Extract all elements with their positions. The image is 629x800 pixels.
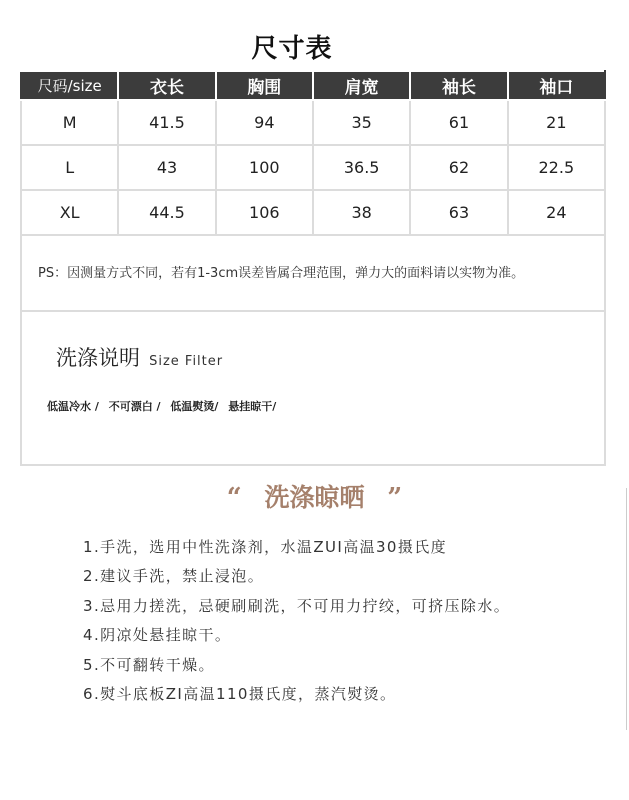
page-title: 尺寸表 [251,34,333,64]
washing-title-cn: 洗涤说明 [56,346,140,370]
washing-instructions-row [47,398,282,414]
care-title-text: 洗涤晾晒 [264,483,365,512]
table-cell: 43 [118,145,215,190]
table-cell: M [21,100,118,145]
table-cell: 61 [410,100,507,145]
section-divider [20,310,606,312]
table-cell: 41.5 [118,100,215,145]
table-cell: 35 [313,100,410,145]
washing-section-title [56,342,223,372]
low-temp-wash-label: 低温冷水 / [47,400,99,413]
table-cell: XL [21,190,118,235]
table-row [21,145,605,190]
list-item: 1.手洗，选用中性洗涤剂，水温ZUI高温30摄氏度 [83,538,448,556]
table-cell: 21 [508,100,605,145]
table-row [21,100,605,145]
table-cell: 22.5 [508,145,605,190]
close-quote: ” [387,483,403,513]
table-cell: 94 [216,100,313,145]
table-row [21,190,605,235]
table-cell: 106 [216,190,313,235]
header-sleeve-length: 袖长 [410,71,507,100]
table-cell: 62 [410,145,507,190]
no-bleach-label: 不可漂白 / [108,400,161,413]
table-cell: 63 [410,190,507,235]
open-quote: “ [226,483,242,513]
table-cell: L [21,145,118,190]
measurement-note: PS：因测量方式不同，若有1-3cm误差皆属合理范围，弹力大的面料请以实物为准。 [38,266,525,281]
list-item: 4.阴凉处悬挂晾干。 [83,626,232,645]
edge-divider [626,488,627,730]
size-table [20,70,606,236]
table-cell: 38 [313,190,410,235]
header-shoulder: 肩宽 [313,71,410,100]
care-section-title [0,478,629,514]
low-temp-iron-label: 低温熨烫/ [170,400,219,413]
header-chest: 胸围 [216,71,313,100]
header-length: 衣长 [118,71,215,100]
table-cell: 24 [508,190,605,235]
size-table-header [21,71,605,100]
list-item: 2.建议手洗，禁止浸泡。 [83,567,265,586]
hang-dry-label: 悬挂晾干/ [228,400,277,413]
header-size: 尺码/size [21,71,118,100]
header-cuff: 袖口 [508,71,605,100]
table-cell: 100 [216,145,313,190]
table-cell: 44.5 [118,190,215,235]
list-item: 3.忌用力搓洗，忌硬刷刷洗，不可用力拧绞，可挤压除水。 [83,596,511,615]
washing-title-en: Size Filter [149,354,224,369]
list-item: 6.熨斗底板ZI高温110摄氏度，蒸汽熨烫。 [83,684,397,703]
care-instructions-list [83,536,510,712]
table-cell: 36.5 [313,145,410,190]
list-item: 5.不可翻转干燥。 [83,655,215,674]
